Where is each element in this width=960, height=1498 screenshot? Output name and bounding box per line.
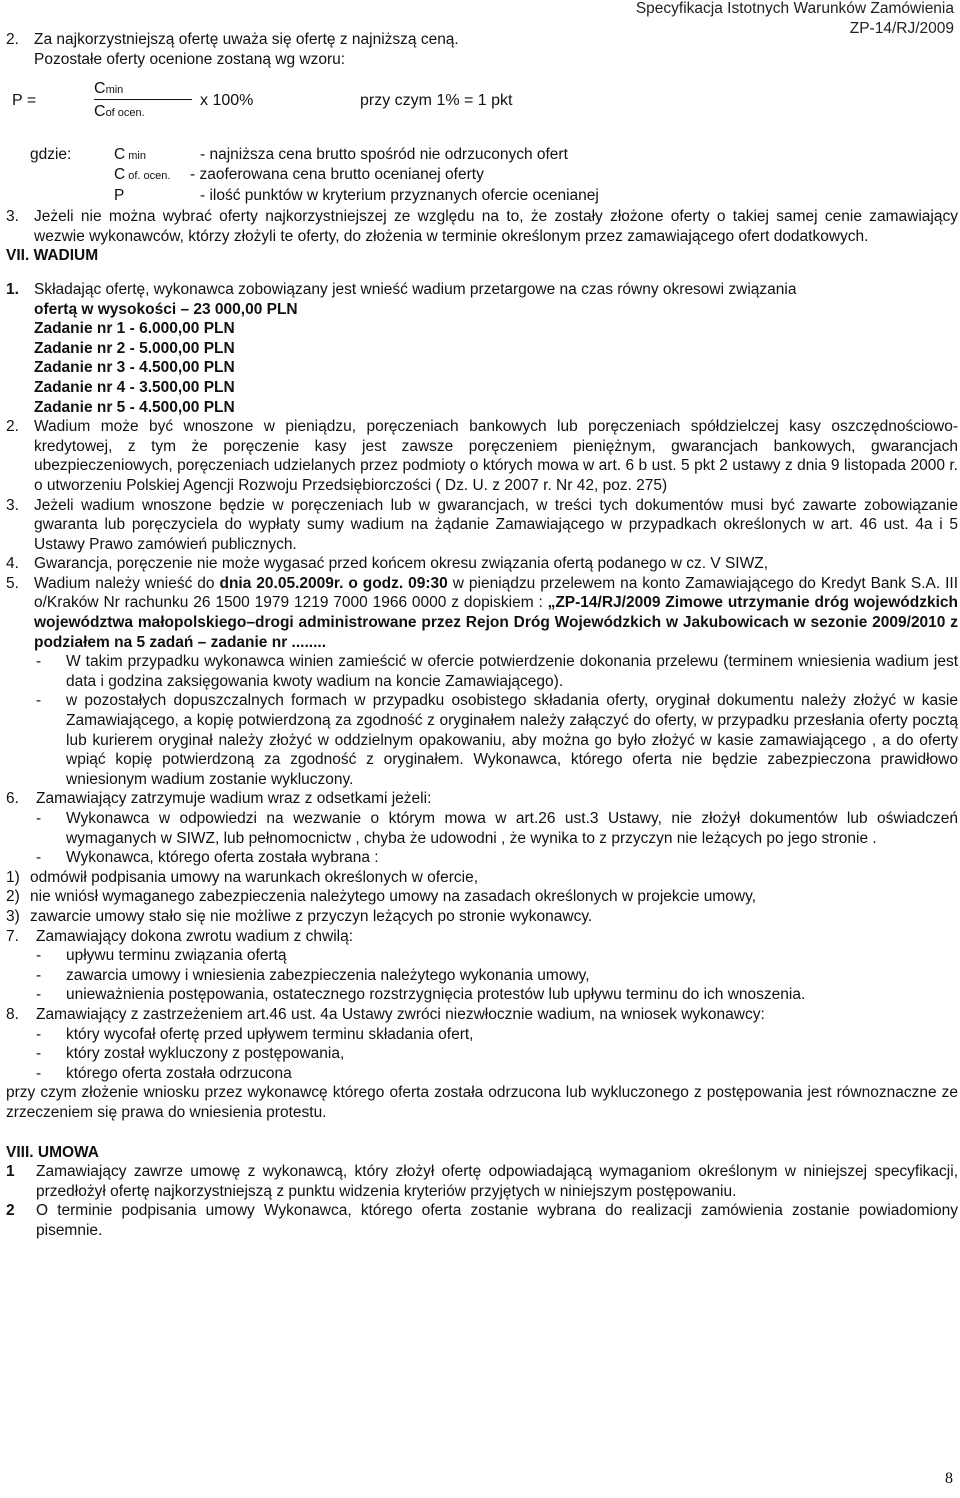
zadanie-line: Zadanie nr 1 - 6.000,00 PLN [34, 320, 235, 338]
dash-item: - który wycofał ofertę przed upływem terminu składania ofert, [36, 1025, 474, 1043]
wadium-item-6: 6. Zamawiający zatrzymuje wadium wraz z odsetkami jeżeli: [6, 790, 432, 808]
list-item: 1) odmówił podpisania umowy na warunkach określonych w ofercie, [6, 868, 479, 886]
dash-item: - unieważnienia postępowania, ostatecznego rozstrzygnięcia protestów lub upływu terminu do ich wnoszenia. [36, 986, 806, 1004]
section-heading-umowa: VIII. UMOWA [6, 1143, 99, 1161]
wadium-item-2: 2. Wadium może być wnoszone w pieniądzu, poręczeniach bankowych lub poręczeniach spółdzielczej kasy oszczędnościowo-kredytowej, z tym że poręczenie kasy jest zawsze poręczeniem pieniężnym, gwarancjach bankowych, gwarancjach ubezpieczeniowych, poręczeniach udzielanych przez podmioty o których mowa w art. 6 b ust. 5 pkt 2 ustawy z dnia 9 listopada 2000 r. o utworzeniu Polskiej Agencji Rozwoju Przedsiębiorczości ( Dz. U. z 2007 r. Nr 42, poz. 275) [6, 418, 958, 494]
wadium-item-5: 5. Wadium należy wnieść do dnia 20.05.2009r. o godz. 09:30 w pieniądzu przelewem na konto Zamawiającego do Kredyt Bank S.A. III o/Kraków Nr rachunku 26 1500 1979 1219 7000 1966 0000 z dopiskiem : „ZP-14/RJ/2009 Zimowe utrzymanie dróg wojewódzkich województwa małopolskiego–drogi administrowane przez Rejon Dróg Wojewódzkich w Jakubowicach w sezonie 2009/2010 z podziałem na 5 zadań – zadanie nr ........ - W takim przypadku wykonawca winien zamieścić w ofercie potwierdzenie dokonania przelewu (terminem wniesienia wadium jest data i godzina zaksięgowania kwoty wadium na koncie Zamawiającego). - w pozostałych dopuszczalnych formach w przypadku osobistego składania oferty, oryginał dokumentu należy złożyć w kasie Zamawiającego, a kopię potwierdzoną za zgodność z oryginałem należy załączyć do oferty, w przypadku przesłania oferty pocztą lub kurierem oryginał należy złożyć w oddzielnym opakowaniu, aby można go było złożyć w kasie zamawiającego , a do oferty wpiąć kopię potwierdzoną za zgodność z oryginałem. Wykonawca, którego oferta nie będzie zabezpieczona prawidłowo wniesionym wadium zostanie wykluczony. [6, 574, 959, 788]
formula-definitions: gdzie: C min - najniższa cena brutto spośród nie odrzuconych ofert C of. ocen. - zaoferowana cena brutto ocenianej oferty P - ilość punktów w kryterium przyznanych ofercie ocenianej [30, 146, 599, 205]
wadium-item-1: 1. Składając ofertę, wykonawca zobowiązany jest wnieść wadium przetargowe na czas równy okresowi związania ofertą w wysokości – 23 000,00 PLN Zadanie nr 1 - 6.000,00 PLN Zadanie nr 2 - 5.000,00 PLN Zadanie nr 3 - 4.500,00 PLN Zadanie nr 4 - 3.500,00 PLN Zadanie nr 5 - 4.500,00 PLN [6, 280, 958, 417]
document-body [6, 30, 958, 1240]
section-item-2: 2. Za najkorzystniejszą ofertę uważa się ofertę z najniższą ceną. Pozostałe oferty ocenione zostaną wg wzoru: [6, 31, 459, 68]
fraction-line [94, 99, 192, 100]
header-title: Specyfikacja Istotnych Warunków Zamówienia [635, 0, 954, 17]
dash-item: - zawarcia umowy i wniesienia zabezpieczenia należytego wykonania umowy, [36, 966, 590, 984]
zadanie-line: Zadanie nr 2 - 5.000,00 PLN [34, 339, 235, 357]
wadium-closing: przy czym złożenie wniosku przez wykonawcę którego oferta została odrzucona lub wykluczonego z postępowania jest równoznaczne ze zrzeczeniem się prawa do wniesienia protestu. [6, 1084, 958, 1121]
wadium-item-4: 4. Gwarancja, poręczenie nie może wygasać przed końcem okresu związania ofertą podanego w cz. V SIWZ, [6, 555, 769, 573]
page-number: 8 [945, 1470, 953, 1487]
dash-item: - który został wykluczony z postępowania, [36, 1045, 345, 1063]
section-item-3: 3. Jeżeli nie można wybrać oferty najkorzystniejszej ze względu na to, że zostały złożone oferty o takiej samej cenie zamawiający wezwie wykonawców, którzy złożyli te oferty, do złożenia w terminie określonym przez zamawiającego ofert dodatkowych. [6, 208, 958, 245]
header-ref: ZP-14/RJ/2009 [849, 20, 954, 37]
dash-item: - w pozostałych dopuszczalnych formach w przypadku osobistego składania oferty, oryginał dokumentu należy złożyć w kasie Zamawiającego, a kopię potwierdzoną za zgodność z oryginałem należy załączyć do oferty, w przypadku przesłania oferty pocztą lub kurierem oryginał należy złożyć w oddzielnym opakowaniu, aby można go było złożyć w kasie zamawiającego , a do oferty wpiąć kopię potwierdzoną za zgodność z oryginałem. Wykonawca, którego oferta nie będzie zabezpieczona prawidłowo wniesionym wadium zostanie wykluczony. [36, 692, 958, 788]
zadanie-line: Zadanie nr 3 - 4.500,00 PLN [34, 359, 235, 377]
wadium-item-8: 8. Zamawiający z zastrzeżeniem art.46 ust. 4a Ustawy zwróci niezwłocznie wadium, na wniosek wykonawcy: [6, 1005, 765, 1023]
umowa-item-1: 1 Zamawiający zawrze umowę z wykonawcą, który złożył ofertę odpowiadającą wymaganiom określonym w niniejszej specyfikacji, przedłożył ofertę najkorzystniejszą z punktu widzenia kryteriów przyjętych w niniejszym postępowaniu. [6, 1163, 958, 1200]
score-formula: P = Cmin Cof ocen. x 100% przy czym 1% = 1 pkt [12, 80, 513, 121]
dash-item: - którego oferta została odrzucona [36, 1064, 292, 1082]
zadanie-line: Zadanie nr 5 - 4.500,00 PLN [34, 398, 235, 416]
wadium-item-7: 7. Zamawiający dokona zwrotu wadium z chwilą: [6, 927, 354, 945]
list-item: 2) nie wniósł wymaganego zabezpieczenia należytego umowy na zasadach określonych w projekcie umowy, [6, 888, 757, 906]
wadium-item-3: 3. Jeżeli wadium wnoszone będzie w poręczeniach lub w gwarancjach, w treści tych dokumentów musi być zawarte zobowiązanie gwaranta lub poręczyciela do wypłaty sumy wadium na żądanie Zamawiającego w przypadkach określonych w art. 46 ust. 4a i 5 Ustawy Prawo zamówień publicznych. [6, 496, 958, 553]
section-heading-wadium: VII. WADIUM [6, 247, 99, 265]
list-item: 3) zawarcie umowy stało się nie możliwe z przyczyn leżących po stronie wykonawcy. [6, 907, 593, 925]
dash-item: - Wykonawca w odpowiedzi na wezwanie o którym mowa w art.26 ust.3 Ustawy, nie złożył dokumentów lub oświadczeń wymaganych w SIWZ, lub pełnomocnictw , chyba że udowodni , że wynika to z przyczyn nie leżących po jego stronie . [36, 810, 958, 847]
dash-item: - upływu terminu związania ofertą [36, 947, 287, 965]
dash-item: - Wykonawca, którego oferta została wybrana : [36, 849, 379, 867]
dash-item: - W takim przypadku wykonawca winien zamieścić w ofercie potwierdzenie dokonania przelewu (terminem wniesienia wadium jest data i godzina zaksięgowania kwoty wadium na koncie Zamawiającego). [36, 653, 958, 690]
umowa-item-2: 2 O terminie podpisania umowy Wykonawca, którego oferta zostanie wybrana do realizacji zamówienia zostanie powiadomiony pisemnie. [6, 1202, 958, 1239]
zadanie-line: Zadanie nr 4 - 3.500,00 PLN [34, 378, 235, 396]
